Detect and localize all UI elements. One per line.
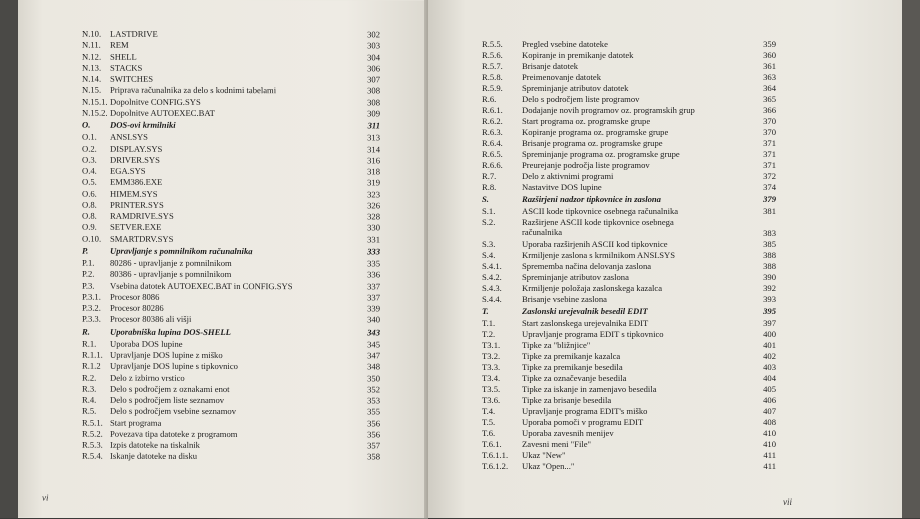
toc-title: Delo z aktivnimi programi: [522, 171, 614, 181]
toc-code: T3.4.: [482, 373, 501, 383]
toc-page-number: 355: [367, 406, 380, 417]
toc-page-number: 306: [367, 63, 380, 74]
toc-title: SETVER.EXE: [110, 221, 162, 232]
toc-title: Brisanje programa oz. programske grupe: [522, 138, 663, 148]
toc-code: R.1.1.: [82, 349, 103, 360]
toc-page-number: 372: [763, 171, 776, 181]
toc-page-number: 316: [367, 155, 380, 166]
background-left: [0, 0, 18, 518]
toc-code: R.6.1.: [482, 105, 503, 115]
toc-title: Spreminjanje atributov zaslona: [522, 272, 629, 282]
toc-code: R.6.6.: [482, 160, 503, 170]
toc-page-number: 370: [763, 116, 776, 126]
toc-title: DRIVER.SYS: [110, 154, 160, 165]
toc-title: Vsebina datotek AUTOEXEC.BAT in CONFIG.SYS: [110, 280, 293, 292]
toc-page-number: 392: [763, 283, 776, 293]
toc-page-number: 397: [763, 318, 776, 328]
toc-page-number: 330: [367, 222, 380, 233]
toc-code: P.3.3.: [82, 313, 101, 324]
toc-title: Povezava tipa datoteke z programom: [110, 428, 238, 440]
toc-title: Dopolnitve AUTOEXEC.BAT: [110, 107, 215, 118]
toc-page-number: 356: [367, 418, 380, 429]
toc-code: S.1.: [482, 206, 496, 216]
toc-title: Delo s področjem z oznakami enot: [110, 383, 230, 395]
toc-entry: [482, 216, 776, 238]
toc-title: Uporaba DOS lupine: [110, 338, 183, 349]
toc-page-number: 410: [763, 428, 776, 438]
toc-code: R.1.: [82, 338, 97, 349]
toc-code: R.5.8.: [482, 72, 503, 82]
toc-title: PRINTER.SYS: [110, 199, 164, 210]
toc-page-number: 311: [367, 120, 380, 131]
toc-page-number: 379: [763, 194, 776, 204]
toc-page-number: 361: [763, 61, 776, 71]
toc-title: SHELL: [110, 51, 137, 62]
toc-code: S.4.: [482, 250, 496, 260]
toc-page-number: 302: [367, 29, 380, 40]
toc-code: S.3.: [482, 239, 496, 249]
toc-code: P.3.1.: [82, 291, 101, 302]
toc-page-number: 350: [367, 373, 380, 384]
toc-code: T.5.: [482, 417, 496, 427]
toc-page-number: 388: [763, 250, 776, 260]
toc-code: O.1.: [82, 131, 97, 142]
toc-title: Razširjeni nadzor tipkovnice in zaslona: [522, 194, 661, 204]
toc-code: R.5.1.: [82, 417, 103, 428]
left-page: [18, 0, 428, 519]
toc-code: N.12.: [82, 51, 102, 62]
toc-page-number: 307: [367, 74, 380, 85]
toc-title: SWITCHES: [110, 73, 153, 84]
toc-code: T3.3.: [482, 362, 501, 372]
toc-code: T3.5.: [482, 384, 501, 394]
toc-code: T.1.: [482, 318, 496, 328]
toc-page-number: 333: [367, 246, 380, 257]
toc-title: Uporaba pomoči v programu EDIT: [522, 417, 644, 427]
toc-page-number: 308: [367, 97, 380, 108]
toc-title: Uporabniška lupina DOS-SHELL: [110, 326, 231, 338]
toc-page-number: 408: [763, 417, 776, 427]
toc-title: Nastavitve DOS lupine: [522, 182, 602, 192]
toc-section-heading: [82, 245, 380, 258]
toc-title: Procesor 80386 ali višji: [110, 313, 192, 324]
toc-page-number: 353: [367, 395, 380, 406]
right-folio: vii: [783, 497, 792, 507]
toc-entry: [82, 360, 380, 373]
toc-code: O.10.: [82, 233, 102, 244]
toc-page-number: 357: [367, 440, 380, 451]
toc-title: Delo s področjem liste seznamov: [110, 394, 225, 406]
toc-title: Priprava računalnika za delo s kodnimi tabelami: [110, 84, 277, 96]
toc-code: N.15.: [82, 84, 102, 95]
toc-entry: [82, 405, 380, 418]
toc-code: T.6.1.1.: [482, 450, 509, 460]
toc-page-number: 411: [763, 450, 776, 460]
toc-code: T.6.: [482, 428, 496, 438]
toc-title: Upravljanje s pomnilnikom računalnika: [110, 245, 253, 257]
toc-page-number: 358: [367, 451, 380, 462]
toc-title: Brisanje datotek: [522, 61, 579, 71]
toc-code: P.3.2.: [82, 302, 101, 313]
toc-title: Tipke za "bližnjice": [522, 340, 591, 350]
toc-code: O.3.: [82, 154, 97, 165]
toc-entry: [82, 176, 380, 189]
toc-code: N.14.: [82, 73, 102, 84]
background-right: [902, 0, 920, 518]
toc-page-number: 404: [763, 373, 776, 383]
toc-title: Kopiranje programa oz. programske grupe: [522, 127, 669, 137]
toc-page-number: 405: [763, 384, 776, 394]
toc-code: N.15.1.: [82, 96, 108, 107]
toc-title: Start zaslonskega urejevalnika EDIT: [522, 318, 649, 328]
toc-page-number: 337: [367, 292, 380, 303]
toc-page-number: 366: [763, 105, 776, 115]
toc-page-number: 335: [367, 258, 380, 269]
toc-code: O.: [82, 119, 91, 130]
toc-page-number: 348: [367, 361, 380, 372]
toc-code: T3.2.: [482, 351, 501, 361]
toc-entry: [82, 450, 380, 463]
toc-entry: [82, 107, 380, 120]
toc-code: R.5.2.: [82, 428, 103, 439]
toc-page-number: 365: [763, 94, 776, 104]
toc-title: Zaslonski urejevalnik besedil EDIT: [522, 306, 648, 316]
toc-entry: [82, 39, 380, 52]
toc-title: Kopiranje in premikanje datotek: [522, 50, 634, 60]
toc-code: R.7.: [482, 171, 497, 181]
toc-title: Brisanje vsebine zaslona: [522, 294, 607, 304]
toc-code: S.4.4.: [482, 294, 502, 304]
toc-code: T.6.1.: [482, 439, 502, 449]
toc-page-number: 336: [367, 269, 380, 280]
toc-page-number: 309: [367, 108, 380, 119]
toc-page-number: 359: [763, 39, 776, 49]
toc-title: Start programa: [110, 417, 162, 428]
toc-page-number: 360: [763, 50, 776, 60]
toc-section-heading: [82, 119, 380, 132]
toc-code: S.: [482, 194, 489, 204]
toc-code: O.4.: [82, 165, 97, 176]
toc-code: T.2.: [482, 329, 496, 339]
toc-page-number: 401: [763, 340, 776, 350]
toc-title: Spreminjanje programa oz. programske grupe: [522, 149, 680, 159]
toc-page-number: 356: [367, 429, 380, 440]
toc-title: Razširjene ASCII kode tipkovnice osebnega: [522, 217, 674, 227]
toc-page-number: 364: [763, 83, 776, 93]
toc-title: Izpis datoteke na tiskalnik: [110, 439, 200, 450]
toc-title: Dopolnitve CONFIG.SYS: [110, 96, 201, 107]
toc-page-number: 385: [763, 239, 776, 249]
toc-code: S.2.: [482, 217, 496, 227]
toc-page-number: 383: [763, 228, 776, 238]
toc-code: S.4.1.: [482, 261, 502, 271]
toc-page-number: 337: [367, 281, 380, 292]
toc-code: R.5.3.: [82, 439, 103, 450]
toc-entry: [82, 233, 380, 246]
toc-title: Spreminjanje atributov datotek: [522, 83, 629, 93]
toc-title: Tipke za premikanje besedila: [522, 362, 623, 372]
toc-title: ANSI.SYS: [110, 131, 148, 142]
toc-title: REM: [110, 39, 129, 50]
toc-page-number: 406: [763, 395, 776, 405]
toc-code: O.2.: [82, 143, 97, 154]
toc-title: Dodajanje novih programov oz. programskih grup: [522, 105, 695, 115]
toc-page-number: 326: [367, 200, 380, 211]
toc-page-number: 331: [367, 234, 380, 245]
toc-title: RAMDRIVE.SYS: [110, 210, 174, 221]
toc-title: STACKS: [110, 62, 143, 73]
toc-title-continued: računalnika: [522, 227, 563, 237]
toc-entry: [482, 293, 776, 305]
toc-title: Zavesni meni "File": [522, 439, 592, 449]
toc-title: SMARTDRV.SYS: [110, 233, 174, 244]
toc-page-number: 370: [763, 127, 776, 137]
toc-code: P.3.: [82, 280, 95, 291]
toc-title: Procesor 80286: [110, 302, 164, 313]
toc-page-number: 410: [763, 439, 776, 449]
toc-section-heading: [82, 326, 380, 339]
toc-code: R.5.: [82, 405, 97, 416]
left-toc: [18, 0, 428, 462]
right-page: [428, 0, 902, 518]
toc-page-number: 343: [367, 327, 380, 338]
toc-page-number: 371: [763, 149, 776, 159]
toc-code: N.13.: [82, 62, 102, 73]
toc-title: EGA.SYS: [110, 165, 146, 176]
toc-page-number: 345: [367, 339, 380, 350]
toc-title: Preimenovanje datotek: [522, 72, 601, 82]
toc-title: ASCII kode tipkovnice osebnega računalnika: [522, 206, 679, 216]
toc-page-number: 381: [763, 206, 776, 216]
toc-code: R.6.2.: [482, 116, 503, 126]
toc-page-number: 395: [763, 306, 776, 316]
toc-page-number: 318: [367, 166, 380, 177]
left-folio: vi: [42, 492, 49, 503]
toc-code: O.9.: [82, 221, 97, 232]
toc-title: Ukaz "Open...": [522, 461, 575, 471]
toc-entry: [82, 84, 380, 97]
toc-title: EMM386.EXE: [110, 176, 163, 187]
toc-code: R.4.: [82, 394, 97, 405]
toc-entry: [82, 313, 380, 326]
toc-code: R.5.9.: [482, 83, 503, 93]
toc-title: Delo s področjem liste programov: [522, 94, 640, 104]
toc-code: P.2.: [82, 268, 95, 279]
toc-page-number: 371: [763, 160, 776, 170]
toc-page-number: 388: [763, 261, 776, 271]
toc-code: S.4.3.: [482, 283, 502, 293]
toc-title: Tipke za iskanje in zamenjavo besedila: [522, 384, 657, 394]
toc-title: Delo s področjem vsebine seznamov: [110, 405, 237, 417]
toc-title: Tipke za premikanje kazalca: [522, 351, 621, 361]
toc-page-number: 403: [763, 362, 776, 372]
toc-page-number: 308: [367, 85, 380, 96]
toc-title: 80386 - upravljanje s pomnilnikom: [110, 268, 232, 280]
toc-title: Upravljanje DOS lupine s tipkovnico: [110, 360, 238, 372]
toc-page-number: 340: [367, 314, 380, 325]
toc-title: Preurejanje področja liste programov: [522, 160, 650, 170]
toc-title: Upravljanje programa EDIT s tipkovnico: [522, 329, 664, 339]
toc-page-number: 400: [763, 329, 776, 339]
toc-entry: [482, 460, 776, 472]
toc-title: Krmiljenje zaslona s krmilnikom ANSI.SYS: [522, 250, 676, 260]
toc-code: N.15.2.: [82, 107, 108, 118]
toc-title: Uporaba razširjenih ASCII kod tipkovnice: [522, 239, 668, 249]
toc-title: Pregled vsebine datoteke: [522, 39, 608, 49]
toc-code: T3.1.: [482, 340, 501, 350]
toc-title: Upravljanje programa EDIT's miško: [522, 406, 648, 416]
toc-page-number: 339: [367, 303, 380, 314]
toc-entry: [82, 221, 380, 234]
toc-page-number: 347: [367, 350, 380, 361]
toc-title: Start programa oz. programske grupe: [522, 116, 651, 126]
toc-page-number: 323: [367, 189, 380, 200]
toc-title: Delo z izbirno vrstico: [110, 372, 185, 383]
toc-code: O.8.: [82, 210, 97, 221]
toc-page-number: 402: [763, 351, 776, 361]
toc-title: Iskanje datoteke na disku: [110, 450, 198, 461]
toc-page-number: 374: [763, 182, 776, 192]
toc-page-number: 314: [367, 144, 380, 155]
toc-code: O.5.: [82, 176, 97, 187]
toc-entry: [82, 268, 380, 281]
toc-code: T.4.: [482, 406, 496, 416]
toc-code: R.6.5.: [482, 149, 503, 159]
toc-code: R.: [82, 326, 90, 337]
toc-page-number: 371: [763, 138, 776, 148]
toc-page-number: 313: [367, 132, 380, 143]
toc-code: R.5.6.: [482, 50, 503, 60]
toc-title: Upravljanje DOS lupine z miško: [110, 349, 223, 360]
toc-code: R.8.: [482, 182, 497, 192]
toc-title: LASTDRIVE: [110, 28, 158, 39]
toc-code: R.6.3.: [482, 127, 503, 137]
toc-entry: [82, 131, 380, 144]
toc-title: Tipke za označevanje besedila: [522, 373, 627, 383]
toc-code: T.: [482, 306, 489, 316]
toc-code: T.6.1.2.: [482, 461, 509, 471]
toc-title: Procesor 8086: [110, 291, 160, 302]
toc-entry: [482, 181, 776, 193]
toc-page-number: 352: [367, 384, 380, 395]
toc-code: S.4.2.: [482, 272, 502, 282]
toc-code: R.1.2: [82, 360, 101, 371]
toc-code: R.5.4.: [82, 450, 103, 461]
toc-code: O.8.: [82, 199, 97, 210]
toc-page-number: 303: [367, 40, 380, 51]
toc-title: Tipke za brisanje besedila: [522, 395, 612, 405]
toc-page-number: 328: [367, 211, 380, 222]
toc-code: P.1.: [82, 257, 95, 268]
toc-code: R.2.: [82, 372, 97, 383]
toc-title: HIMEM.SYS: [110, 188, 158, 199]
toc-code: T3.6.: [482, 395, 501, 405]
toc-title: Krmiljenje položaja zaslonskega kazalca: [522, 283, 663, 293]
toc-page-number: 319: [367, 177, 380, 188]
toc-page-number: 390: [763, 272, 776, 282]
toc-page-number: 407: [763, 406, 776, 416]
toc-code: N.10.: [82, 28, 102, 39]
toc-code: O.6.: [82, 188, 97, 199]
toc-section-heading: [482, 305, 776, 317]
toc-code: R.5.7.: [482, 61, 503, 71]
toc-title: DISPLAY.SYS: [110, 143, 163, 154]
toc-title: 80286 - upravljanje z pomnilnikom: [110, 257, 232, 269]
toc-page-number: 393: [763, 294, 776, 304]
toc-code: N.11.: [82, 39, 101, 50]
toc-code: R.6.: [482, 94, 497, 104]
toc-code: R.3.: [82, 383, 97, 394]
toc-page-number: 363: [763, 72, 776, 82]
toc-title: DOS-ovi krmilniki: [110, 119, 176, 130]
toc-code: R.5.5.: [482, 39, 503, 49]
toc-page-number: 411: [763, 461, 776, 471]
toc-code: R.6.4.: [482, 138, 503, 148]
toc-code: P.: [82, 245, 89, 256]
toc-page-number: 304: [367, 52, 380, 63]
toc-section-heading: [482, 193, 776, 205]
toc-title: Sprememba načina delovanja zaslona: [522, 261, 652, 271]
toc-title: Ukaz "New": [522, 450, 566, 460]
toc-title: Uporaba zavesnih menijev: [522, 428, 614, 438]
